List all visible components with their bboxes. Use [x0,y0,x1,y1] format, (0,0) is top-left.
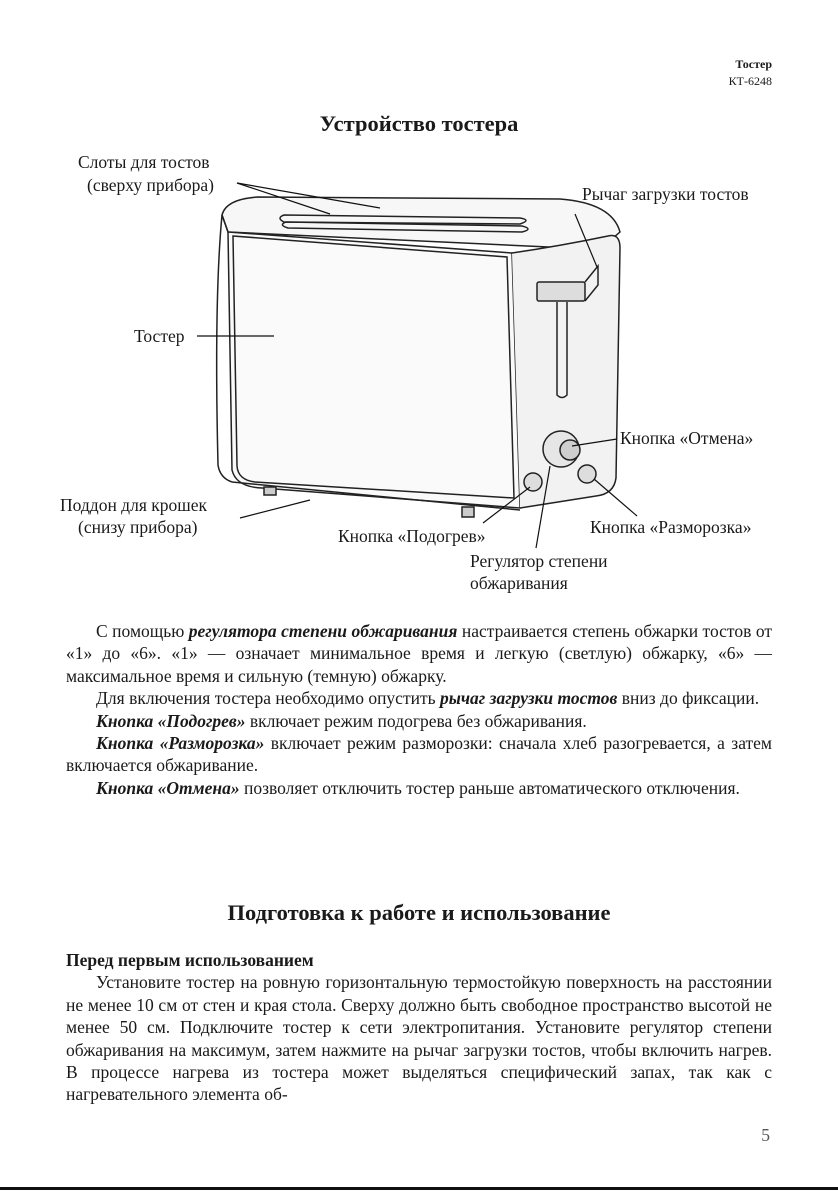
p2-emphasis: рычаг загрузки тостов [439,688,618,709]
label-regulator-line1: Регулятор степени [470,551,608,571]
page-number: 5 [761,1125,770,1145]
usage-subheading: Перед первым использованием [66,950,314,970]
section-title-usage: Подготовка к работе и использование [227,900,611,925]
page-header [729,56,772,90]
header-brand: Тостер [735,57,772,71]
paragraph-lever [66,687,772,709]
usage-paragraph [66,971,772,1105]
label-cancel-button: Кнопка «Отмена» [620,428,754,448]
paragraph-regulator [66,620,772,687]
p1-text-a: С помощью [96,621,189,641]
toaster-diagram [0,140,838,610]
paragraph-reheat [66,710,772,732]
label-lever: Рычаг загрузки тостов [582,184,749,204]
label-crumb-tray-line1: Поддон для крошек [60,495,207,515]
p2-text-c: вниз до фиксации. [617,688,760,709]
p1-emphasis: регулятора степени обжаривания [188,621,458,641]
paragraph-cancel [66,777,772,799]
p5-emphasis: Кнопка «Отмена» [96,777,240,798]
p1-text-c: настраивается степень обжарки тостов от «1» до «6». «1» — означает минимальное время и легкую (светлую) обжарку, «6» — максимальное время и сильную (темную) обжарку. [66,621,772,686]
description-text [66,620,772,799]
label-toaster: Тостер [134,326,185,346]
label-reheat-button: Кнопка «Подогрев» [338,526,486,546]
label-slots-line1: Слоты для тостов [78,152,210,172]
usage-paragraph-text: Установите тостер на ровную горизонтальную термостойкую поверхность на расстоянии не менее 10 см от стен и края стола. Сверху должно быть свободное пространство высотой не менее 50 см. Подключите тостер к сети электропитания. Установите регулятор степени обжаривания на максимум, затем нажмите на рычаг загрузки тостов, чтобы включить нагрев. В процессе нагрева из тостера может выделяться специфический запах, так как с нагревательного элемента об- [66,972,772,1105]
usage-text [66,949,772,1106]
paragraph-defrost [66,732,772,777]
label-crumb-tray-line2: (снизу прибора) [78,517,198,537]
label-defrost-button: Кнопка «Разморозка» [590,517,752,537]
p3-text-b: включает режим подогрева без обжаривания. [245,710,587,731]
p4-emphasis: Кнопка «Разморозка» [96,733,265,754]
label-slots-line2: (сверху прибора) [87,175,214,195]
label-regulator-line2: обжаривания [470,573,568,593]
p2-text-a: Для включения тостера необходимо опустить [96,688,440,709]
header-model: КТ-6248 [728,74,772,88]
section-title-device: Устройство тостера [319,111,519,136]
p4-text-b: включает режим разморозки: сначала хлеб разогревается, а затем включается обжаривание. [66,733,772,776]
page-bottom-rule [0,1187,838,1190]
p3-emphasis: Кнопка «Подогрев» [96,710,246,731]
p5-text-b: позволяет отключить тостер раньше автоматического отключения. [239,777,740,798]
